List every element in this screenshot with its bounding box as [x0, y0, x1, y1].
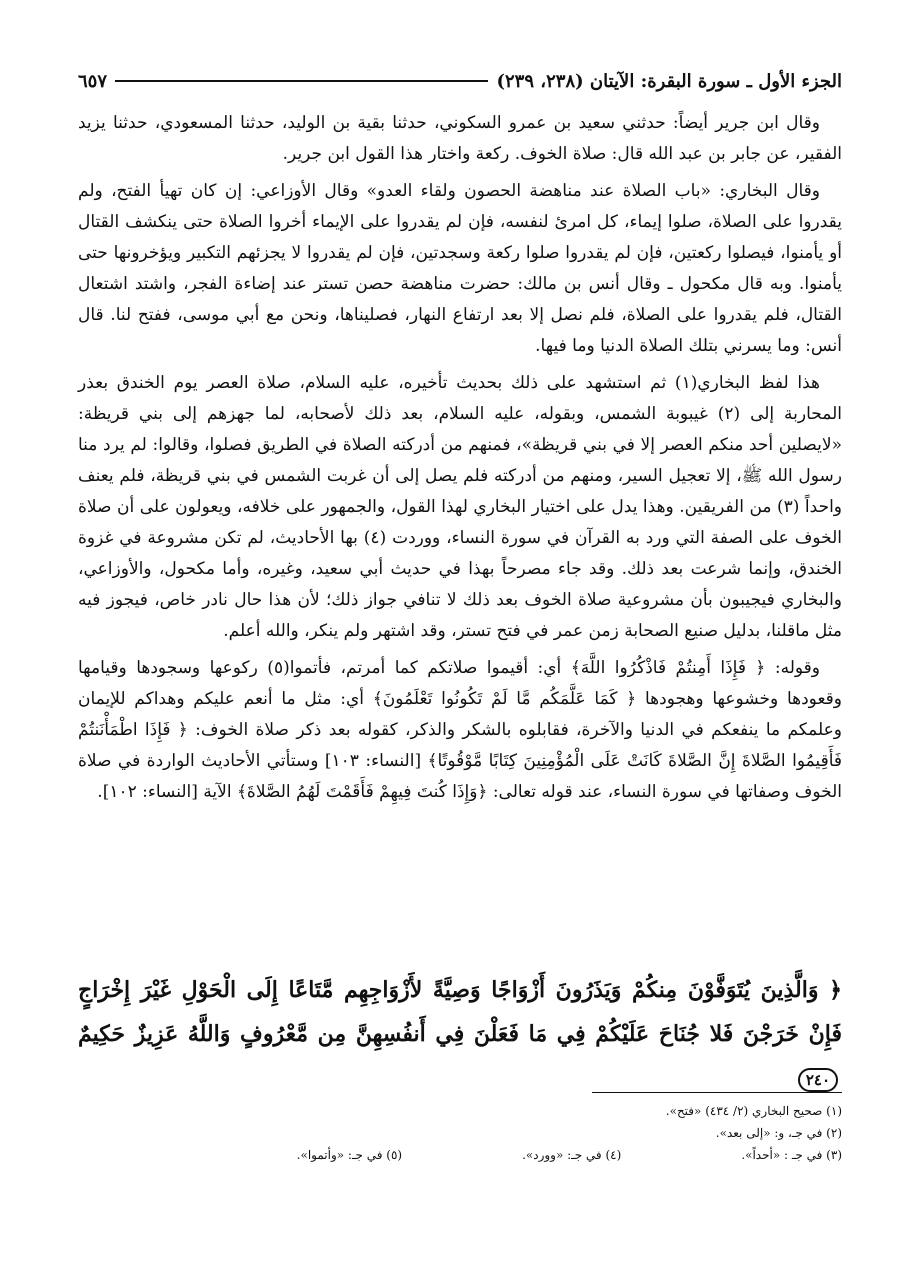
footnote-4: (٤) في جـ: «وورد». [522, 1148, 622, 1162]
header-rule [115, 80, 488, 82]
footnote-separator [592, 1092, 842, 1093]
footnote-row [78, 1144, 842, 1166]
verse-text: ﴿ وَالَّذِينَ يُتَوَفَّوْنَ مِنكُمْ وَيَذَرُونَ أَزْوَاجًا وَصِيَّةً لأَزْوَاجِهِم مَّتَاعًا إِلَى الْحَوْلِ غَيْرَ إِخْرَاجٍ فَإِنْ خَرَجْنَ فَلا جُنَاحَ عَلَيْكُمْ فِي مَا فَعَلْنَ فِي أَنفُسِهِنَّ مِن مَّعْرُوفٍ وَاللَّهُ عَزِيزٌ حَكِيمٌ [78, 977, 842, 1047]
paragraph-bukhari-wording: هذا لفظ البخاري(١) ثم استشهد على ذلك بحديث تأخيره، عليه السلام، صلاة العصر يوم الخندق بعذر المحاربة إلى (٢) غيبوبة الشمس، وبقوله، عليه السلام، بعد ذلك لأصحابه، لما جهزهم إلى بني قريظة: «لايصلين أحد منكم العصر إلا في بني قريظة»، فمنهم من أدركته الصلاة في الطريق فصلوا، وقالوا: لم يرد منا رسول الله ﷺ، إلا تعجيل السير، ومنهم من أدركته فلم يصل إلى أن غربت الشمس في بني قريظة، فلم يعنف واحداً (٣) من الفريقين. وهذا يدل على اختيار البخاري لهذا القول، والجمهور على خلافه، ويعولون على أن صلاة الخوف على الصفة التي ورد به القرآن في سورة النساء، ووردت (٤) بها الأحاديث، لم تكن مشروعة في غزوة الخندق، وإنما شرعت بعد ذلك. وقد جاء مصرحاً بهذا في حديث أبي سعيد، وغيره، وأما مكحول، والأوزاعي، والبخاري فيجيبون بأن مشروعية صلاة الخوف بعد ذلك لا تنافي جواز ذلك؛ لأن هذا حال نادر خاص، فيجوز فيه مثل ماقلنا، بدليل صنيع الصحابة زمن عمر في فتح تستر، وقد اشتهر ولم ينكر، والله أعلم. [78, 373, 843, 641]
footnote-5: (٥) في جـ: «وأتموا». [296, 1148, 403, 1162]
paragraph-ibn-jarir: وقال ابن جرير أيضاً: حدثني سعيد بن عمرو السكوني، حدثنا بقية بن الوليد، حدثنا المسعودي، حدثنا يزيد الفقير، عن جابر بن عبد الله قال: صلاة الخوف. ركعة واختار هذا القول ابن جرير. [78, 113, 842, 164]
verse-number-badge: ٢٤٠ [798, 1068, 838, 1092]
page-number: ٦٥٧ [78, 70, 108, 92]
footnote-3: (٣) في جـ : «أحداً». [741, 1148, 842, 1162]
footnotes [78, 1100, 842, 1166]
quran-verse [78, 968, 842, 1100]
paragraph-bukhari-chapter: وقال البخاري: «باب الصلاة عند مناهضة الحصون ولقاء العدو» وقال الأوزاعي: إن كان تهيأ الفتح، ولم يقدروا على الصلاة، صلوا إيماء، كل امرئ لنفسه، فإن لم يقدروا على الإيماء أخروا الصلاة حتى ينكشف القتال أو يأمنوا، فيصلوا ركعتين، فإن لم يقدروا صلوا ركعة وسجدتين، فإن لم يقدروا لا يجزئهم التكبير ويؤخرونها حتى يأمنوا. وبه قال مكحول ـ وقال أنس بن مالك: حضرت مناهضة حصن تستر عند إضاءة الفجر، واشتد اشتعال القتال، فلم يقدروا على الصلاة، فلم نصل إلا بعد ارتفاع النهار، فصليناها، ونحن مع أبي موسى، ففتح لنا. قال أنس: وما يسرني بتلك الصلاة الدنيا وما فيها. [78, 181, 842, 356]
footnote-1: (١) صحيح البخاري (٢/ ٤٣٤) «فتح». [665, 1104, 842, 1118]
footnote-2: (٢) في جـ، و: «إلى بعد». [715, 1126, 842, 1140]
main-text [78, 108, 842, 814]
paragraph-verse-commentary: وقوله: ﴿ فَإِذَا أَمِنتُمْ فَاذْكُرُوا اللَّهَ﴾ أي: أقيموا صلاتكم كما أمرتم، فأتموا(٥) ركوعها وسجودها وقيامها وقعودها وخشوعها وهجودها ﴿ كَمَا عَلَّمَكُم مَّا لَمْ تَكُونُوا تَعْلَمُونَ﴾ أي: مثل ما أنعم عليكم وهداكم للإيمان وعلمكم ما ينفعكم في الدنيا والآخرة، فقابلوه بالشكر والذكر، كقوله بعد ذكر صلاة الخوف: ﴿ فَإِذَا اطْمَأْنَنتُمْ فَأَقِيمُوا الصَّلاةَ إِنَّ الصَّلاةَ كَانَتْ عَلَى الْمُؤْمِنِينَ كِتَابًا مَّوْقُوتًا﴾ [النساء: ١٠٣] وستأتي الأحاديث الواردة في صلاة الخوف وصفاتها في سورة النساء، عند قوله تعالى: ﴿وَإِذَا كُنتَ فِيهِمْ فَأَقَمْتَ لَهُمُ الصَّلاةَ﴾ الآية [النساء: ١٠٢]. [78, 658, 842, 802]
header-title: الجزء الأول ـ سورة البقرة: الآيتان (٢٣٨، ٢٣٩) [496, 70, 842, 92]
running-header [78, 66, 842, 96]
